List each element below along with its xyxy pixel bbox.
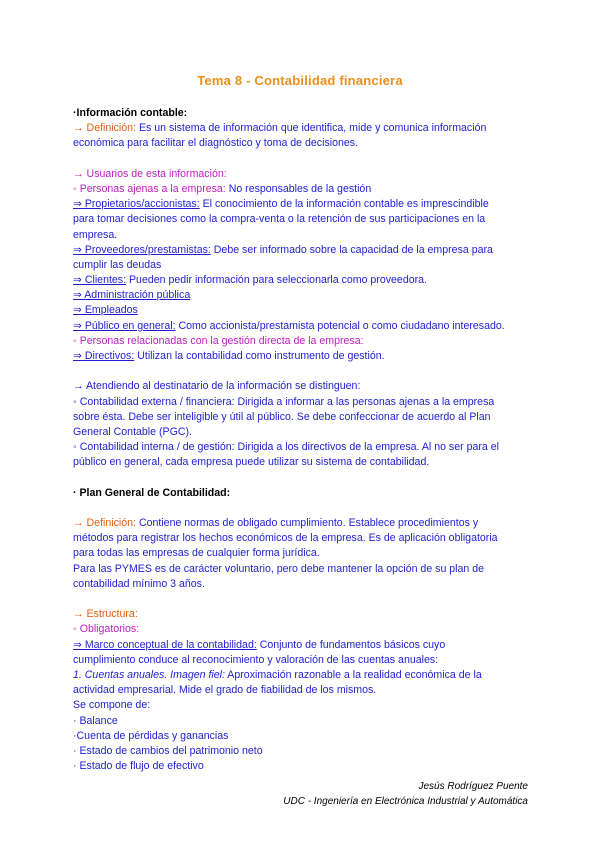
list-item: · Estado de flujo de efectivo <box>73 760 204 773</box>
pgc-definition-text-cont: métodos para registrar los hechos económicos de la empresa. Es de aplicación obligatoria <box>73 532 498 545</box>
compone-label: Se compone de: <box>73 699 151 712</box>
definition-text-cont: económica para facilitar el diagnóstico y toma de decisiones. <box>73 137 359 150</box>
proveedores-text-cont: cumplir las deudas <box>73 258 162 271</box>
obligatorios-heading: ◦ Obligatorios: <box>73 623 140 636</box>
directivos-label: ⇒ Directivos: <box>73 350 135 362</box>
ajenas-label: ◦ Personas ajenas a la empresa: <box>73 182 226 195</box>
interna-text: ◦ Contabilidad interna / de gestión: Dirigida a los directivos de la empresa. Al no ser para el <box>73 441 499 454</box>
ajenas-text: No responsables de la gestión <box>225 182 372 195</box>
footer-program: UDC - Ingeniería en Electrónica Industrial y Automática <box>283 796 528 807</box>
list-item: · Balance <box>73 714 118 727</box>
marco-label: ⇒ Marco conceptual de la contabilidad: <box>73 638 257 651</box>
proveedores-text: Debe ser informado sobre la capacidad de la empresa para <box>210 243 493 256</box>
pgc-definition-text-end: para todas las empresas de cualquier forma jurídica. <box>73 547 320 560</box>
pgc-definition-text: Contiene normas de obligado cumplimiento. Establece procedimientos y <box>136 517 479 530</box>
marco-text: Conjunto de fundamentos básicos cuyo <box>256 638 446 651</box>
propietarios-text: El conocimiento de la información contable es imprescindible <box>199 198 489 211</box>
estructura-heading: → Estructura: <box>73 608 138 621</box>
marco-text-cont: cumplimiento conduce al reconocimiento y valoración de las cuentas anuales: <box>73 653 439 666</box>
propietarios-text-end: empresa. <box>73 228 118 241</box>
definition-label: → Definición: <box>73 122 136 135</box>
pymes-text: Para las PYMES es de carácter voluntario, pero debe mantener la opción de su plan de <box>73 562 485 575</box>
directivos-text: Utilizan la contabilidad como instrumento de gestión. <box>134 350 385 362</box>
interna-text-cont: público en general, cada empresa puede utilizar su sistema de contabilidad. <box>73 456 430 469</box>
propietarios-label: ⇒ Propietarios/accionistas: <box>73 198 200 211</box>
empleados-label: ⇒ Empleados <box>73 304 138 317</box>
cuentas-anuales-label: 1. Cuentas anuales. Imagen fiel: <box>73 668 225 681</box>
page-title: Tema 8 - Contabilidad financiera <box>197 73 403 88</box>
users-heading: → Usuarios de esta información: <box>73 167 227 180</box>
definition-text: Es un sistema de información que identifica, mide y comunica información <box>136 122 487 135</box>
section-heading-informacion-contable: ·Información contable: <box>73 107 188 119</box>
externa-text-cont: sobre ésta. Debe ser inteligible y útil al público. Se debe confeccionar de acuerdo al Plan <box>73 410 491 423</box>
document-body <box>73 106 543 774</box>
proveedores-label: ⇒ Proveedores/prestamistas: <box>73 243 211 256</box>
page-footer <box>283 779 528 809</box>
clientes-label: ⇒ Clientes: <box>73 274 127 287</box>
pymes-text-cont: contabilidad mínimo 3 años. <box>73 577 205 590</box>
propietarios-text-cont: para tomar decisiones como la compra-venta o la retención de sus participaciones en la <box>73 213 486 226</box>
clientes-text: Pueden pedir información para seleccionarla como proveedora. <box>126 274 427 287</box>
section-heading-plan-general: · Plan General de Contabilidad: <box>73 486 231 499</box>
list-item: ·Cuenta de pérdidas y ganancias <box>73 729 229 742</box>
list-item: · Estado de cambios del patrimonio neto <box>73 744 263 757</box>
externa-text-end: General Contable (PGC). <box>73 425 192 438</box>
publico-label: ⇒ Público en general: <box>73 319 176 332</box>
cuentas-anuales-text: Aproximación razonable a la realidad económica de la <box>224 668 482 681</box>
relacionadas-heading: ◦ Personas relacionadas con la gestión directa de la empresa: <box>73 334 364 347</box>
cuentas-anuales-text-cont: actividad empresarial. Mide el grado de fiabilidad de los mismos. <box>73 684 377 697</box>
footer-author: Jesús Rodríguez Puente <box>418 781 528 792</box>
pgc-definition-label: → Definición: <box>73 517 136 530</box>
destinatario-heading: → Atendiendo al destinatario de la información se distinguen: <box>73 380 361 393</box>
externa-text: ◦ Contabilidad externa / financiera: Dirigida a informar a las personas ajenas a la empresa <box>73 395 495 408</box>
publico-text: Como accionista/prestamista potencial o como ciudadano interesado. <box>175 319 505 332</box>
administracion-label: ⇒ Administración pública <box>73 289 191 302</box>
